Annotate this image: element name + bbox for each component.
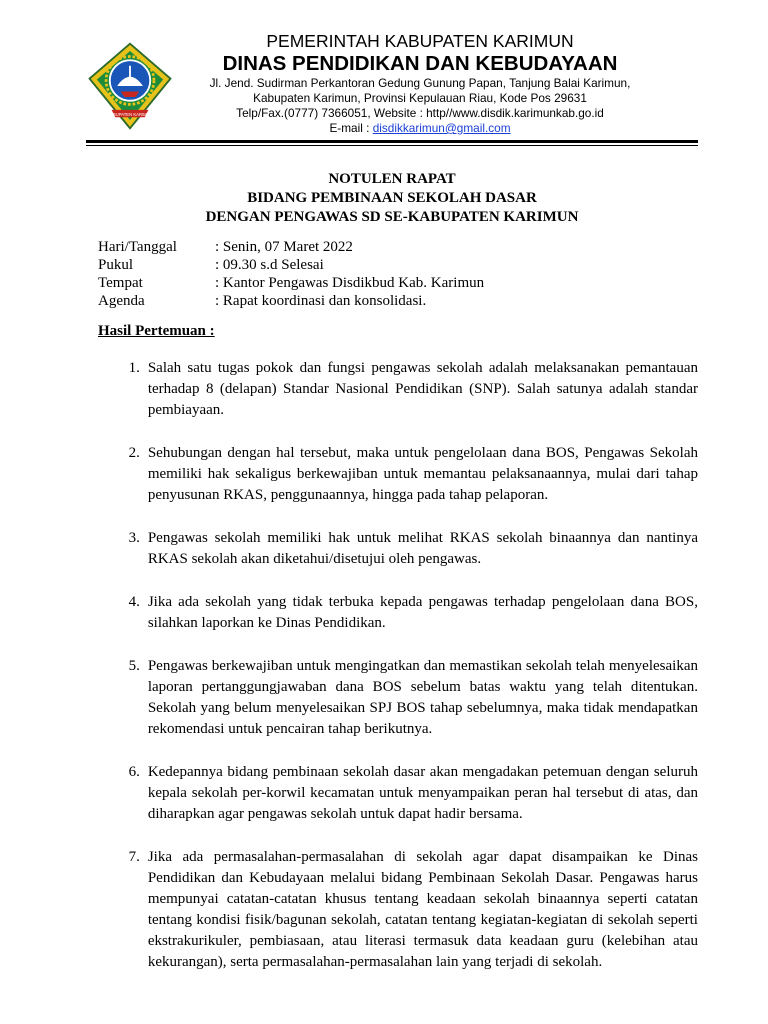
list-item [98, 528, 698, 570]
meta-label: Tempat [98, 275, 143, 291]
list-item [98, 762, 698, 825]
email-label: E-mail : [329, 121, 373, 135]
email-link[interactable]: disdikkarimun@gmail.com [372, 121, 511, 135]
section-heading: Hasil Pertemuan : [98, 323, 215, 339]
meta-label: Hari/Tanggal [98, 239, 177, 255]
item-number: 5. [128, 658, 140, 674]
meta-label: Agenda [98, 293, 145, 309]
agency-name: DINAS PENDIDIKAN DAN KEBUDAYAAN [222, 52, 618, 75]
meta-value: : Senin, 07 Maret 2022 [215, 239, 353, 255]
meta-row-date [98, 238, 658, 256]
item-number: 4. [128, 594, 140, 610]
item-number: 1. [128, 360, 140, 376]
item-number: 7. [128, 849, 140, 865]
regency-emblem-logo [84, 40, 176, 132]
title-line-2: BIDANG PEMBINAAN SEKOLAH DASAR [247, 190, 537, 206]
contact-line: Telp/Fax.(0777) 7366051, Website : http//www.disdik.karimunkab.go.id [236, 106, 604, 120]
item-text: Jika ada permasalahan-permasalahan di sekolah agar dapat disampaikan ke Dinas Pendidikan dan Kebudayaan melalui bidang Pembinaan Sekolah Dasar. Pengawas harus mempunyai catatan-catatan khusus tentang keadaan sekolah binaannya seperti catatan tentang kondisi fisik/bagunan sekolah, catatan tentang kegiatan-kegiatan di sekolah seperti ekstrakurikuler, pembiasaan, atau literasi termasuk data keadaan guru (kelebihan atau kekurangan), serta permasalahan-permasalahan lain yang terjadi di sekolah. [147, 849, 698, 970]
meta-row-place [98, 274, 658, 292]
meeting-results-list [98, 358, 698, 995]
item-text: Pengawas berkewajiban untuk mengingatkan dan memastikan sekolah telah menyelesaikan laporan pertanggungjawaban dana BOS sebelum batas waktu yang telah ditentukan. Sekolah yang belum menyelesaikan SPJ BOS tahap sebelumnya, maka tidak mendapatkan rekomendasi untuk pencairan tahap berikutnya. [147, 658, 698, 737]
item-number: 3. [128, 530, 140, 546]
list-item [98, 847, 698, 973]
title-line-1: NOTULEN RAPAT [328, 171, 456, 187]
meta-value: : Kantor Pengawas Disdikbud Kab. Karimun [215, 275, 485, 291]
title-line-3: DENGAN PENGAWAS SD SE-KABUPATEN KARIMUN [205, 209, 579, 225]
list-item [98, 443, 698, 506]
address-line-2: Kabupaten Karimun, Provinsi Kepulauan Riau, Kode Pos 29631 [253, 91, 587, 105]
meta-value: : Rapat koordinasi dan konsolidasi. [215, 293, 427, 309]
meta-row-agenda [98, 292, 658, 310]
government-name: PEMERINTAH KABUPATEN KARIMUN [266, 31, 574, 51]
meta-value: : 09.30 s.d Selesai [215, 257, 324, 273]
list-item [98, 358, 698, 421]
address-line-1: Jl. Jend. Sudirman Perkantoran Gedung Gunung Papan, Tanjung Balai Karimun, [209, 76, 631, 90]
list-item [98, 592, 698, 634]
item-text: Jika ada sekolah yang tidak terbuka kepada pengawas terhadap pengelolaan dana BOS, silahkan laporkan ke Dinas Pendidikan. [147, 594, 698, 631]
item-number: 2. [128, 445, 140, 461]
item-text: Pengawas sekolah memiliki hak untuk melihat RKAS sekolah binaannya dan nantinya RKAS sekolah akan diketahui/disetujui oleh pengawas. [147, 530, 698, 567]
meta-label: Pukul [98, 257, 134, 273]
email-line [190, 121, 650, 136]
list-item [98, 656, 698, 740]
item-number: 6. [128, 764, 140, 780]
item-text: Sehubungan dengan hal tersebut, maka untuk pengelolaan dana BOS, Pengawas Sekolah memiliki hak sekaligus berkewajiban untuk memantau pelaksanaannya, mulai dari tahap penyusunan RKAS, penggunaannya, hingga pada tahap pelaporan. [147, 445, 698, 503]
letterhead-rule-thin [86, 145, 698, 146]
logo-caption: KABUPATEN KARIMUN [107, 111, 153, 117]
meeting-details [98, 238, 658, 310]
letterhead [190, 30, 650, 136]
item-text: Salah satu tugas pokok dan fungsi pengawas sekolah adalah melaksanakan pemantauan terhadap 8 (delapan) Standar Nasional Pendidikan (SNP). Salah satunya adalah standar pembiayaan. [147, 360, 698, 418]
item-text: Kedepannya bidang pembinaan sekolah dasar akan mengadakan petemuan dengan seluruh kepala sekolah per-korwil kecamatan untuk menyampaikan peran hal tersebut di atas, dan diharapkan agar pengawas sekolah untuk dapat hadir bersama. [147, 764, 698, 822]
document-title [86, 170, 698, 227]
letterhead-rule-thick [86, 140, 698, 143]
meta-row-time [98, 256, 658, 274]
